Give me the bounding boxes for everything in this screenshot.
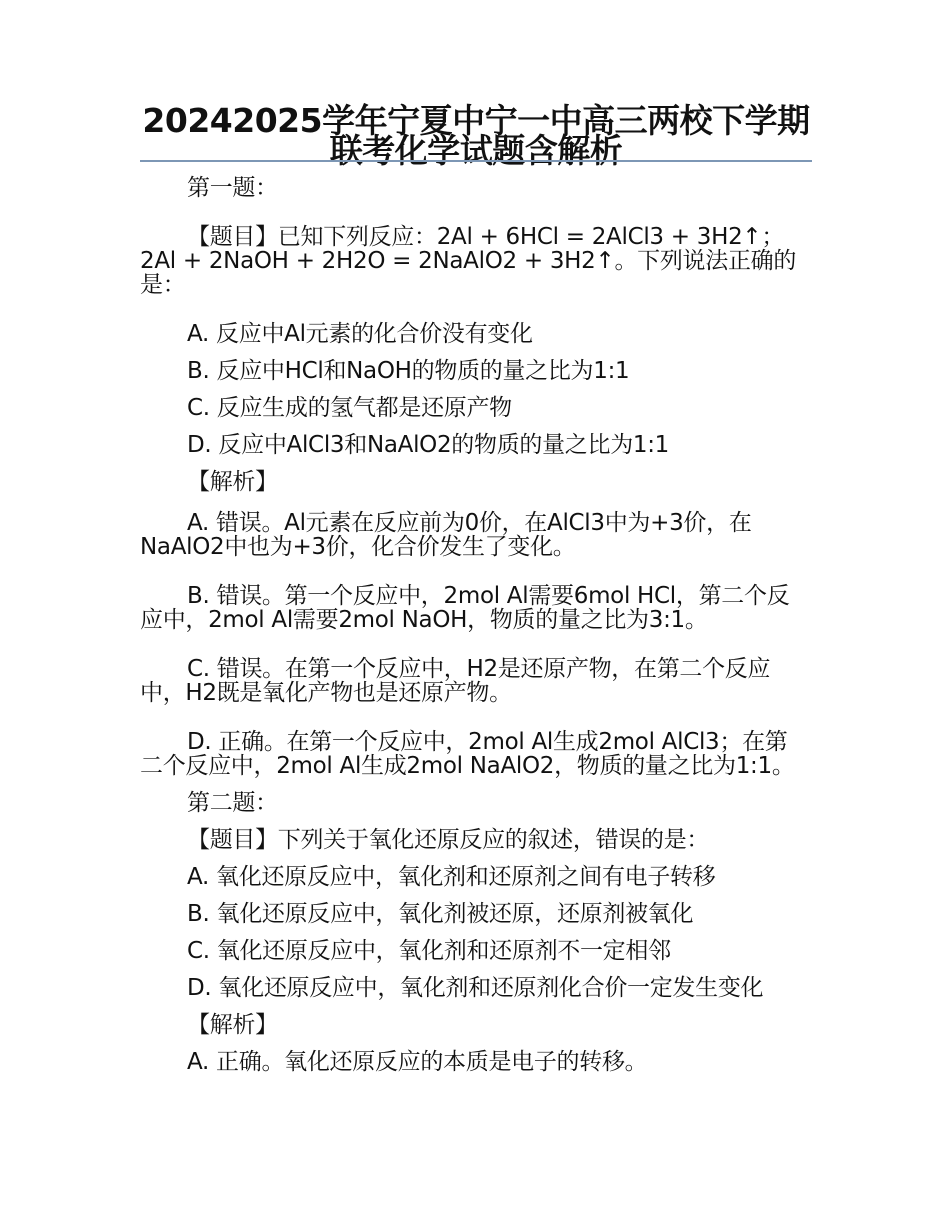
option-a: A. 氧化还原反应中，氧化剂和还原剂之间有电子转移: [187, 864, 716, 890]
option-c: C. 氧化还原反应中，氧化剂和还原剂不一定相邻: [187, 938, 671, 964]
document-title: 20242025学年宁夏中宁一中高三两校下学期联考化学试题含解析: [142, 101, 810, 170]
option-b: B. 氧化还原反应中，氧化剂被还原，还原剂被氧化: [187, 901, 694, 927]
analysis-item: A. 正确。氧化还原反应的本质是电子的转移。: [187, 1049, 648, 1075]
option-a: A. 反应中Al元素的化合价没有变化: [187, 321, 533, 347]
analysis-label: 【解析】: [187, 1012, 278, 1038]
section-heading: 第二题：: [187, 790, 278, 816]
section-heading: 第一题：: [187, 175, 278, 201]
question-text: 【题目】已知下列反应：2Al + 6HCl = 2AlCl3 + 3H2↑；2Al + 2NaOH + 2H2O = 2NaAlO2 + 3H2↑。下列说法正确的是：: [140, 224, 797, 298]
question-text: 【题目】下列关于氧化还原反应的叙述，错误的是：: [187, 827, 710, 853]
title-underline: [140, 160, 812, 162]
analysis-item: D. 正确。在第一个反应中，2mol Al生成2mol AlCl3；在第二个反应中，2mol Al生成2mol NaAlO2，物质的量之比为1:1。: [140, 729, 795, 779]
option-b: B. 反应中HCl和NaOH的物质的量之比为1:1: [187, 358, 630, 384]
option-d: D. 反应中AlCl3和NaAlO2的物质的量之比为1:1: [187, 432, 670, 458]
analysis-item: B. 错误。第一个反应中，2mol Al需要6mol HCl，第二个反应中，2mol Al需要2mol NaOH，物质的量之比为3:1。: [140, 583, 790, 633]
document-body: [140, 176, 802, 1074]
analysis-item: A. 错误。Al元素在反应前为0价，在AlCl3中为+3价，在NaAlO2中也为+3价，化合价发生了变化。: [140, 510, 752, 560]
analysis-item: C. 错误。在第一个反应中，H2是还原产物，在第二个反应中，H2既是氧化产物也是还原产物。: [140, 656, 771, 706]
option-d: D. 氧化还原反应中，氧化剂和还原剂化合价一定发生变化: [187, 975, 764, 1001]
option-c: C. 反应生成的氢气都是还原产物: [187, 395, 512, 421]
analysis-label: 【解析】: [187, 469, 278, 495]
